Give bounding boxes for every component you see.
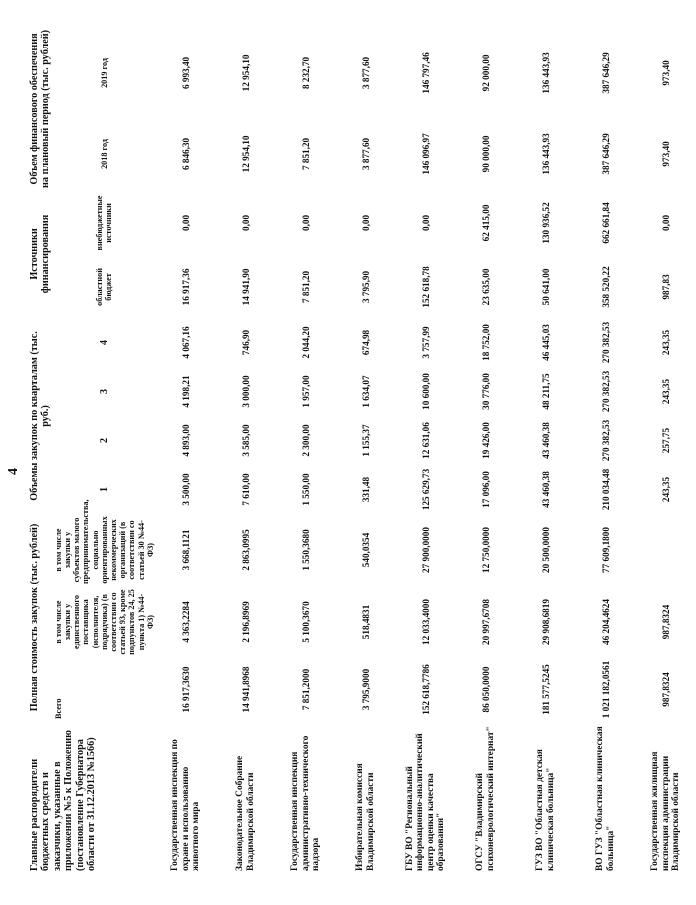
table-row	[396, 28, 456, 873]
cell-small: 27 900,0000	[420, 527, 431, 573]
cell-single: 5 100,3670	[300, 601, 311, 643]
cell-extra: 62 415,00	[480, 204, 491, 242]
row-name: ГБУ ВО "Региональный информационно-аналитический центр оценки качества образования"	[404, 733, 447, 871]
cell-total: 14 941,8968	[240, 666, 251, 713]
table-row	[156, 28, 216, 873]
cell-regional: 16 917,36	[180, 268, 191, 306]
row-name: ГУЗ ВО "Областная детская клиническая больница"	[535, 749, 556, 871]
cell-q3: 30 776,00	[480, 373, 491, 410]
header-quarter-3: 3	[98, 389, 110, 394]
cell-q2: 257,75	[660, 427, 671, 454]
cell-q1: 331,48	[360, 476, 371, 503]
cell-2018: 3 877,60	[360, 137, 371, 171]
cell-q2: 270 382,53	[600, 419, 611, 462]
cell-q4: 18 752,00	[480, 324, 491, 361]
row-name: Государственная жилищная инспекция администрации Владимирской области	[650, 751, 682, 871]
cell-q3: 1 957,00	[300, 375, 311, 408]
cell-q4: 270 382,53	[600, 321, 611, 364]
cell-single: 518,4831	[360, 604, 371, 640]
cell-extra: 0,00	[240, 214, 251, 231]
cell-q4: 3 757,99	[420, 326, 431, 359]
cell-single: 4 363,2284	[180, 601, 191, 643]
cell-q4: 4 067,16	[180, 326, 191, 359]
header-total: Всего	[53, 698, 63, 719]
cell-single: 46 204,4624	[600, 599, 611, 645]
cell-2019: 8 232,70	[300, 56, 311, 90]
table-row	[516, 28, 576, 873]
header-2018: 2018 год	[99, 138, 109, 169]
cell-2018: 90 000,00	[480, 135, 491, 173]
cell-q4: 674,98	[360, 329, 371, 356]
header-2019: 2019 год	[99, 57, 109, 88]
cell-q4: 746,90	[240, 329, 251, 356]
cell-regional: 50 641,00	[540, 268, 551, 306]
cell-q1: 210 034,48	[600, 468, 611, 511]
cell-extra: 0,00	[420, 214, 431, 231]
header-quarter-1: 1	[98, 487, 110, 492]
header-extra: внебюджетные источники	[95, 195, 114, 251]
header-quarter-2: 2	[98, 438, 110, 443]
cell-extra: 662 661,84	[600, 202, 611, 244]
cell-regional: 358 520,22	[600, 266, 611, 308]
cell-q3: 10 600,00	[420, 373, 431, 410]
cell-regional: 3 795,90	[360, 270, 371, 304]
header-group-sources: Источники финансирования	[29, 214, 52, 294]
header-group-total: Полная стоимость закупок (тыс. рублей)	[29, 523, 40, 712]
cell-2018: 136 443,93	[540, 133, 551, 175]
page-number: 4	[6, 468, 21, 475]
cell-2019: 973,40	[660, 60, 671, 86]
cell-total: 86 050,0000	[480, 666, 491, 713]
cell-regional: 152 618,78	[420, 266, 431, 308]
cell-q4: 46 445,03	[540, 324, 551, 361]
row-name: Государственная инспекция по охране и использованию животного мира	[170, 739, 202, 871]
header-group-plan: Объем финансового обеспечения на плановый период (тыс. рублей)	[29, 29, 52, 188]
cell-extra: 0,00	[180, 214, 191, 231]
cell-small: 540,0354	[360, 532, 371, 568]
cell-q3: 3 000,00	[240, 375, 251, 408]
cell-q4: 243,35	[660, 329, 671, 356]
header-regional: областной бюджет	[95, 268, 114, 306]
cell-q3: 48 211,75	[540, 373, 551, 410]
cell-total: 3 795,9000	[360, 668, 371, 711]
cell-extra: 0,00	[660, 214, 671, 231]
cell-single: 20 997,6708	[480, 599, 491, 645]
cell-total: 16 917,3630	[180, 666, 191, 713]
cell-q2: 3 585,00	[240, 424, 251, 457]
cell-total: 181 577,5245	[540, 664, 551, 715]
cell-extra: 130 936,52	[540, 202, 551, 244]
cell-2019: 92 000,00	[480, 54, 491, 92]
cell-regional: 14 941,90	[240, 268, 251, 306]
cell-small: 2 863,0995	[240, 529, 251, 571]
cell-extra: 0,00	[300, 214, 311, 231]
cell-regional: 7 851,20	[300, 270, 311, 304]
cell-2019: 12 954,10	[240, 54, 251, 92]
header-single-supplier: в том числе закупки у единственного поставщика (исполнителя, подрядчика) (в соответствии со статьей 93, кроме подпунктов 24, 25 пункта 1) №44-ФЗ)	[53, 589, 155, 655]
header-small-business: в том числе закупки у субъектов малого предпринимательства, социально ориентированных некоммерческих организаций (в соответствии со статьей 30 №44-ФЗ)	[53, 499, 155, 584]
procurement-table	[28, 28, 696, 873]
cell-small: 12 750,0000	[480, 527, 491, 573]
cell-single: 12 033,4000	[420, 599, 431, 645]
cell-q3: 270 382,53	[600, 370, 611, 413]
cell-2018: 12 954,10	[240, 135, 251, 173]
header-group-quarters: Объемы закупок по кварталам (тыс. руб.)	[29, 331, 52, 501]
table-row	[216, 28, 276, 873]
cell-total: 152 618,7786	[420, 664, 431, 715]
cell-2019: 136 443,93	[540, 52, 551, 94]
cell-q2: 4 893,00	[180, 424, 191, 457]
cell-regional: 987,83	[660, 274, 671, 300]
row-name: Законодательное Собрание Владимирской области	[235, 755, 256, 871]
cell-q2: 19 426,00	[480, 422, 491, 459]
cell-small: 3 668,1121	[180, 529, 191, 571]
cell-small	[636, 514, 696, 586]
cell-q3: 243,35	[660, 378, 671, 405]
cell-single: 2 196,8969	[240, 601, 251, 643]
cell-small: 20 500,0000	[540, 527, 551, 573]
cell-2019: 387 646,29	[600, 52, 611, 94]
row-name: ОГСУ "Владимирский психоневрологический интернат"	[475, 726, 496, 871]
cell-q1: 7 610,00	[240, 473, 251, 506]
cell-q1: 1 550,00	[300, 473, 311, 506]
table-row	[276, 28, 336, 873]
cell-2018: 6 846,30	[180, 137, 191, 171]
cell-single: 29 908,6819	[540, 599, 551, 645]
row-name: Государственная инспекция административно-технического надзора	[290, 735, 322, 871]
cell-q2: 12 631,06	[420, 422, 431, 459]
cell-q1: 243,35	[660, 476, 671, 503]
table-row	[576, 28, 636, 873]
table-row	[336, 28, 396, 873]
cell-small: 1 550,3680	[300, 529, 311, 571]
cell-extra: 0,00	[360, 214, 371, 231]
cell-q4: 2 044,20	[300, 326, 311, 359]
row-name: Избирательная комиссия Владимирской области	[355, 763, 376, 871]
header-main: Главные распорядители бюджетных средств и заказчики, указанные в приложении №5 к Положению (постановление Губернатора области от 31.12.2013 №1566)	[29, 730, 98, 871]
cell-total: 7 851,2000	[300, 668, 311, 711]
row-name: ВО ГУЗ "Областная клиническая больница"	[595, 726, 616, 871]
cell-q2: 1 155,37	[360, 424, 371, 457]
cell-2018: 387 646,29	[600, 133, 611, 175]
cell-2019: 146 797,46	[420, 52, 431, 94]
cell-2018: 146 096,97	[420, 133, 431, 175]
header-quarter-4: 4	[98, 339, 110, 345]
cell-q1: 3 500,00	[180, 473, 191, 506]
table-row	[456, 28, 516, 873]
cell-total: 1 021 182,0561	[600, 660, 611, 719]
cell-q3: 1 634,07	[360, 375, 371, 408]
cell-small: 77 609,1800	[600, 527, 611, 573]
cell-2018: 973,40	[660, 141, 671, 167]
table-row	[636, 28, 696, 873]
cell-total: 987,8324	[660, 672, 671, 707]
cell-q2: 43 460,38	[540, 422, 551, 459]
cell-q1: 43 460,38	[540, 471, 551, 508]
cell-2018: 7 851,20	[300, 137, 311, 171]
cell-q3: 4 198,21	[180, 375, 191, 408]
cell-2019: 3 877,60	[360, 56, 371, 90]
cell-regional: 23 635,00	[480, 268, 491, 306]
cell-2019: 6 993,40	[180, 56, 191, 90]
cell-q1: 17 096,00	[480, 471, 491, 508]
cell-q1: 125 629,73	[420, 468, 431, 511]
cell-single: 987,8324	[660, 604, 671, 640]
cell-q2: 2 300,00	[300, 424, 311, 457]
